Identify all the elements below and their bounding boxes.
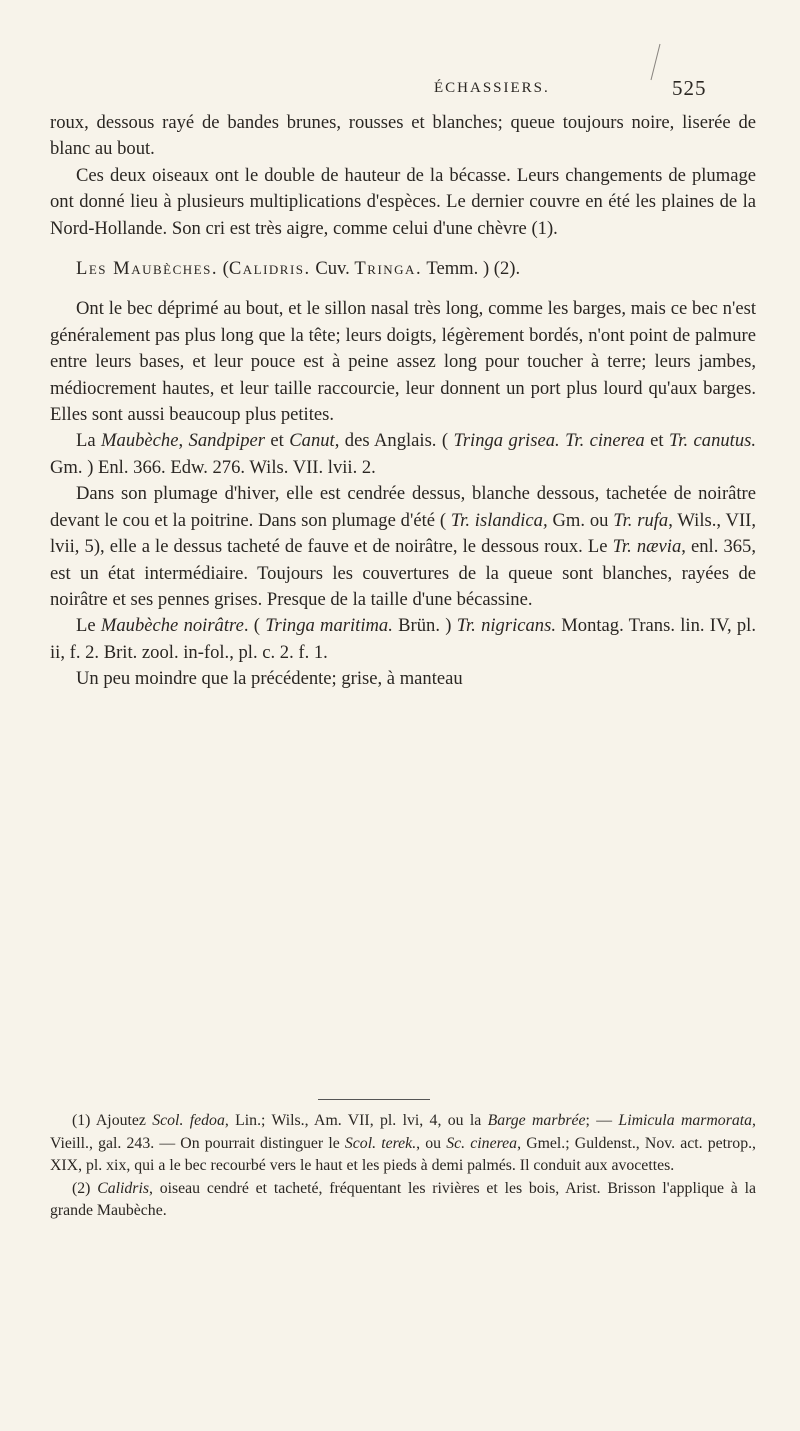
text-run: ; —: [585, 1112, 619, 1129]
text-run: ,: [178, 430, 189, 452]
text-run: (1) Ajoutez: [72, 1112, 153, 1129]
paragraph: Un peu moindre que la précédente; grise, à manteau: [76, 668, 463, 690]
heading-author-alt: Temm.: [426, 258, 479, 280]
page-number: 525: [672, 76, 707, 100]
text-run: (2): [72, 1179, 98, 1197]
heading-author: Cuv.: [315, 258, 350, 280]
latin-name: Tringa maritima.: [265, 615, 393, 637]
heading-genus: Calidris.: [228, 258, 311, 280]
latin-name: Tr. nigricans.: [456, 615, 556, 637]
species-name: Barge marbrée: [487, 1112, 586, 1129]
latin-name: Tr. islandica,: [450, 509, 548, 531]
body-text: [50, 110, 756, 693]
text-run: , Lin.; Wils., Am. VII, pl. lvi, 4, ou la: [224, 1112, 488, 1129]
footnotes: [50, 1110, 756, 1223]
latin-name: Calidris: [97, 1179, 149, 1197]
text-run: , Vieill., gal. 243. — On pourrait distinguer le: [50, 1112, 756, 1152]
footnote-rule: [318, 1099, 430, 1100]
species-entry: [50, 613, 756, 666]
text-run: Gm. ou: [547, 509, 614, 531]
text-run: et: [264, 430, 290, 452]
text-run: , ou: [416, 1134, 447, 1152]
heading-close: ) (2).: [482, 258, 521, 280]
species-name: Canut: [289, 430, 335, 452]
running-head-title: ÉCHASSIERS.: [434, 80, 550, 96]
text-run: La: [76, 430, 102, 452]
paragraph: Ont le bec déprimé au bout, et le sillon nasal très long, comme les barges, mais ce bec n'est généralement pas plus long que la tête; leurs doigts, légèrement bordés, n'ont point de palmure entre leurs bases, et leur pouce est à peine assez long pour toucher à terre; leurs jambes, médiocrement hautes, et leur taille raccourcie, leur donnent un port plus lourd qu'aux barges. Elles sont aussi beaucoup plus petites.: [50, 298, 756, 426]
heading-name: Les Maubèches.: [76, 258, 218, 280]
latin-name: Tr. canutus.: [668, 430, 757, 452]
section-heading: [50, 256, 756, 282]
text-run: Brün. ): [392, 615, 457, 637]
text-run: , Wils., VII, lvii, 5), elle a le dessus tacheté de fauve et de noirâtre, le dessous roux. Le: [50, 509, 756, 558]
paragraph: Ces deux oiseaux ont le double de hauteur de la bécasse. Leurs changements de plumage ont donné lieu à plusieurs multiplications d'espèces. Le dernier couvre en été les plaines de la Nord-Hollande. Son cri est très aigre, comme celui d'une chèvre (1).: [50, 164, 756, 239]
text-run: , enl. 365, est un état intermédiaire. Toujours les couvertures de la queue sont blanches, rayées de noirâtre et ses pennes grises. Presque de la taille d'une bécassine.: [50, 536, 756, 610]
latin-name: Sc. cinerea: [446, 1134, 518, 1152]
heading-genus-alt: Tringa.: [354, 258, 423, 280]
text-run: et: [644, 430, 669, 452]
paragraph: [50, 481, 756, 613]
footnote-2: [50, 1178, 756, 1223]
species-name: Maubèche: [101, 430, 179, 452]
latin-name: Tringa grisea. Tr. cinerea: [453, 430, 645, 452]
species-name: Sandpiper: [188, 430, 265, 452]
latin-name: Tr. nævia: [612, 536, 682, 558]
species-entry: [50, 428, 756, 481]
paragraph-continuation: roux, dessous rayé de bandes brunes, rousses et blanches; queue toujours noire, liserée de blanc au bout.: [50, 112, 756, 160]
latin-name: Limicula marmorata: [618, 1112, 753, 1129]
text-run: , des Anglais. (: [334, 430, 454, 452]
latin-name: Tr. rufa: [613, 509, 669, 531]
text-run: Gm. ) Enl. 366. Edw. 276. Wils. VII. lvii. 2.: [50, 456, 376, 478]
text-run: . (: [243, 615, 266, 637]
heading-open: (: [222, 258, 229, 280]
species-name: Maubèche noirâtre: [100, 615, 244, 637]
latin-name: Scol. fedoa: [152, 1112, 225, 1129]
stray-pencil-mark: [648, 42, 662, 82]
text-run: Le: [76, 615, 101, 637]
text-run: , oiseau cendré et tacheté, fréquentant les rivières et les bois, Arist. Brisson l'applique à la grande Maubèche.: [50, 1179, 756, 1220]
text-run: Dans son plumage d'hiver, elle est cendrée dessus, blanche dessous, tachetée de noirâtre devant le cou et la poitrine. Dans son plumage d'été (: [50, 483, 756, 531]
text-run: Montag. Trans. lin. IV, pl. ii, f. 2. Brit. zool. in-fol., pl. c. 2. f. 1.: [50, 615, 757, 663]
latin-name: Scol. terek.: [344, 1134, 417, 1152]
footnote-1: [50, 1110, 756, 1178]
text-run: , Gmel.; Guldenst., Nov. act. petrop., XIX, pl. xix, qui a le bec recourbé vers le haut et les pieds à demi palmés. Il conduit aux avocettes.: [50, 1134, 757, 1175]
